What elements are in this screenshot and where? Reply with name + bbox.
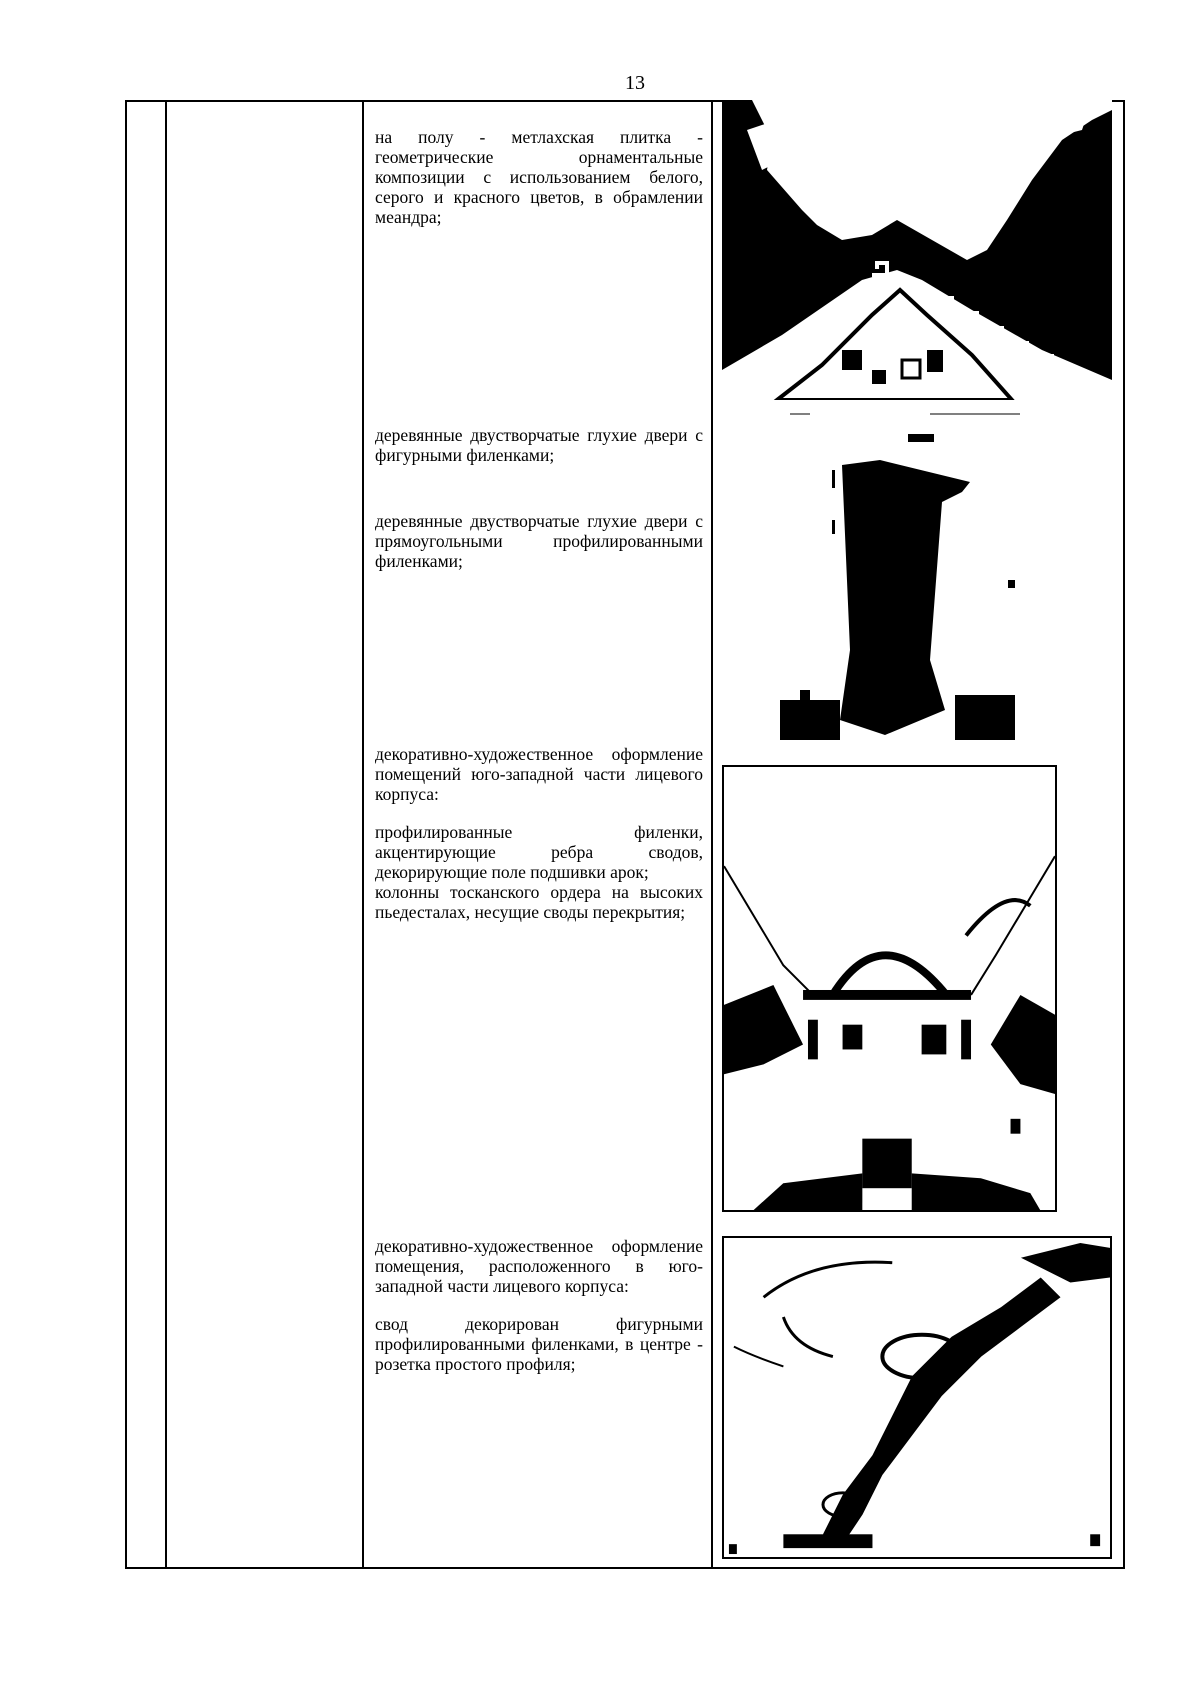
floor-tile-photo <box>722 100 1112 400</box>
paragraph: деревянные двустворчатые глухие двери с фигурными филенками; <box>375 425 703 465</box>
paragraph: деревянные двустворчатые глухие двери с прямоугольными профилированными филенками; <box>375 511 703 571</box>
paragraph: свод декорирован фигурными профилированными филенками, в центре - розетка простого профиля; <box>375 1314 703 1374</box>
paragraph: декоративно-художественное оформление помещения, расположенного в юго-западной части лицевого корпуса: <box>375 1236 703 1296</box>
row-4-text <box>375 1236 703 1374</box>
ceiling-rosette-photo <box>722 1236 1112 1559</box>
door-photo <box>780 410 1035 740</box>
column-divider <box>362 102 364 1567</box>
paragraph: на полу - метлахская плитка - геометрические орнаментальные композиции с использованием белого, серого и красного цветов, в обрамлении меандра; <box>375 127 703 227</box>
vaulted-hall-photo <box>722 765 1057 1212</box>
row-2-text <box>375 425 703 571</box>
column-divider <box>711 102 713 1567</box>
row-3-text <box>375 744 703 922</box>
paragraph: профилированные филенки, акцентирующие ребра сводов, декорирующие поле подшивки арок; <box>375 822 703 882</box>
row-1-text <box>375 127 703 227</box>
paragraph: колонны тосканского ордера на высоких пьедесталах, несущие своды перекрытия; <box>375 882 703 922</box>
paragraph: декоративно-художественное оформление помещений юго-западной части лицевого корпуса: <box>375 744 703 804</box>
page-number: 13 <box>625 72 645 94</box>
column-divider <box>165 102 167 1567</box>
